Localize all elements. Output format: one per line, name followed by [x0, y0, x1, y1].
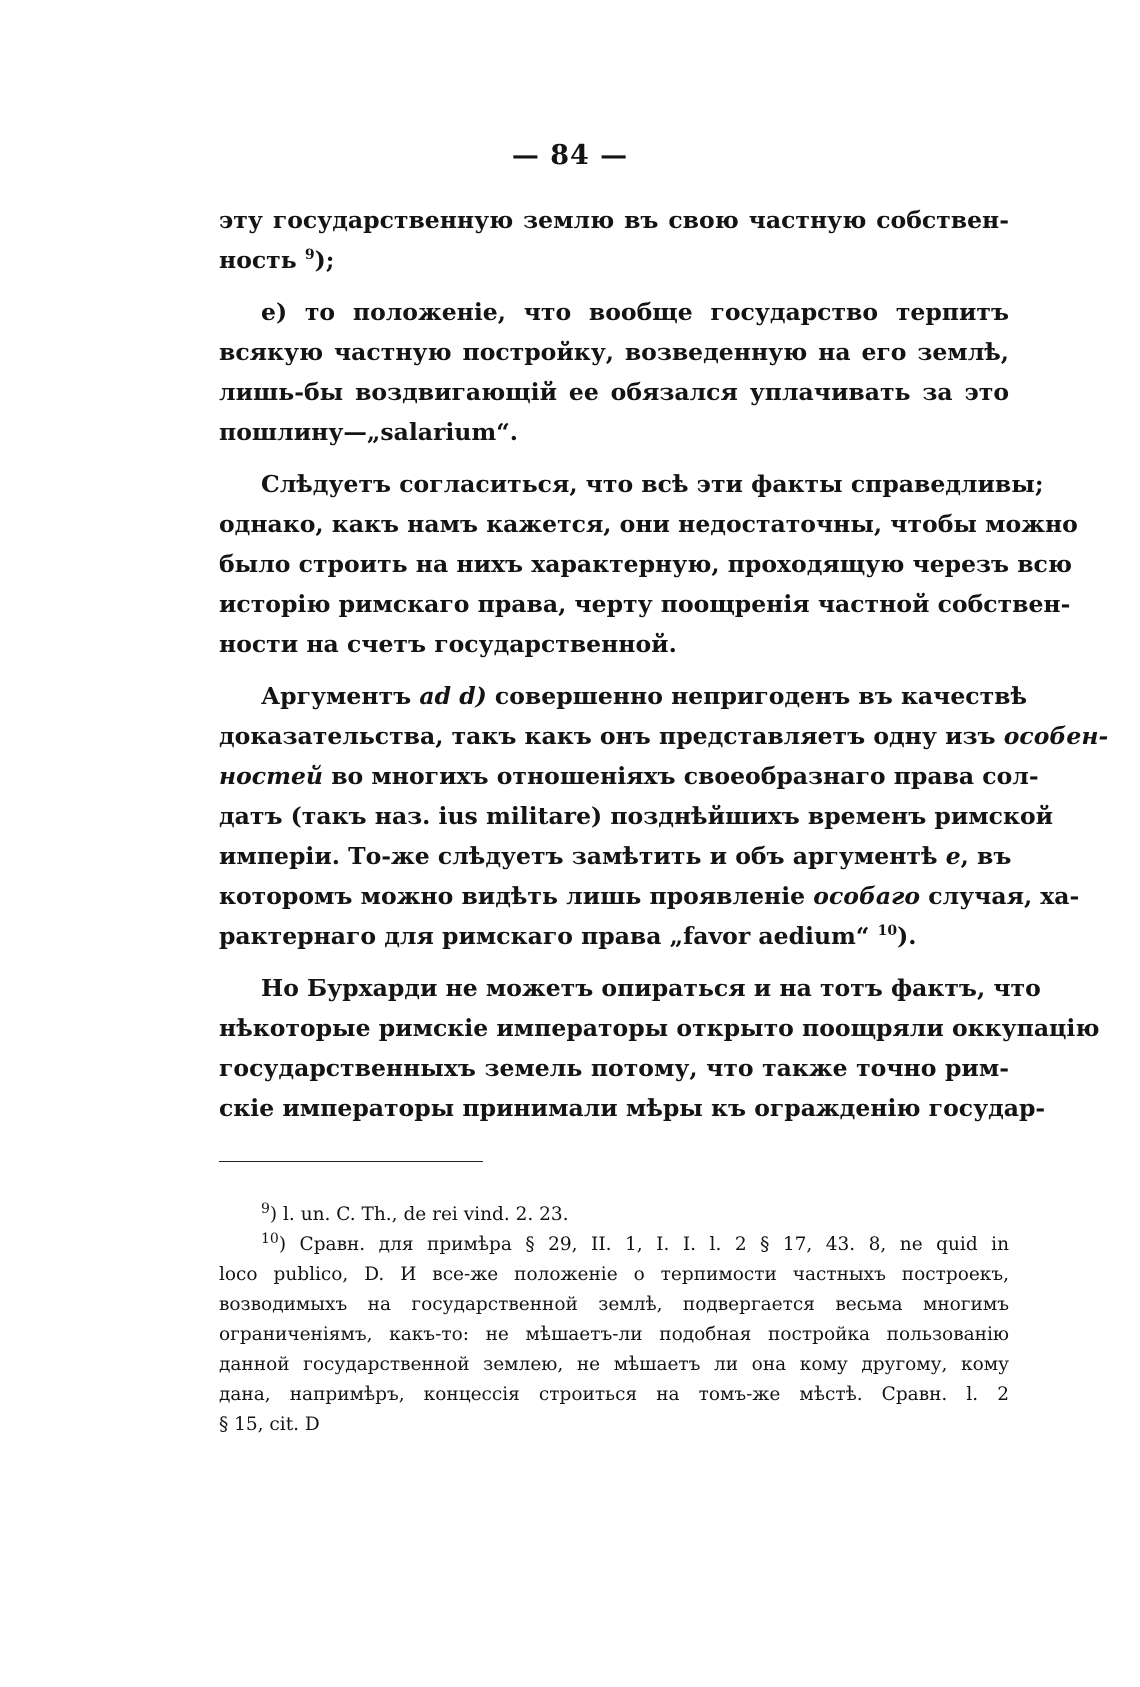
footnote-line: возводимыхъ на государственной землѣ, подвергается весьма многимъ [219, 1294, 1009, 1315]
text-line: исторію римскаго права, черту поощренія частной собствен- [219, 590, 1071, 618]
footnote-9: $^9$) l. un. C. Th., de rei vind. 2. 23. [261, 1200, 569, 1225]
footnote-10: $^{10}$) Сравн. для примѣра § 29, II. 1, I. I. l. 2 § 17, 43. 8, ne quid in [261, 1230, 1009, 1255]
footnote-line: § 15, cit. D [219, 1414, 320, 1435]
text-line: датъ (такъ наз. ius militare) позднѣйшихъ временъ римской [219, 802, 1054, 830]
footnote-line: данной государственной землею, не мѣшаетъ ли она кому другому, кому [219, 1354, 1009, 1375]
page-number: — 84 — [511, 140, 629, 171]
text-line: Аргументъ ad d) совершенно непригоденъ въ качествѣ [261, 682, 1028, 710]
text-line: пошлину—„salarium“. [219, 418, 518, 446]
text-line: ности на счетъ государственной. [219, 630, 677, 658]
text-line: лишь-бы воздвигающій ее обязался уплачивать за это [219, 378, 1009, 406]
text-line: было строить на нихъ характерную, проходящую черезъ всю [219, 550, 1072, 578]
footnote-line: ограниченіямъ, какъ-то: не мѣшаетъ-ли подобная постройка пользованію [219, 1324, 1009, 1345]
text-line: ность $^9$); [219, 246, 335, 274]
text-line: скіе императоры принимали мѣры къ огражденію государ- [219, 1094, 1046, 1122]
text-line: государственныхъ земель потому, что также точно рим- [219, 1054, 1009, 1082]
footnotes [219, 1200, 1009, 1440]
text-line: однако, какъ намъ кажется, они недостаточны, чтобы можно [219, 510, 1078, 538]
footnote-ref-10: 10 [877, 923, 898, 940]
text-line: Но Бурхарди не можетъ опираться и на тотъ фактъ, что [261, 974, 1041, 1002]
text-line: нѣкоторые римскіе императоры открыто поощряли оккупацію [219, 1014, 1100, 1042]
text-line: всякую частную постройку, возведенную на его землѣ, [219, 338, 1009, 366]
text-line: рактернаго для римскаго права „favor aedium“ $^{10}$). [219, 922, 917, 950]
text-line: доказательства, такъ какъ онъ представляетъ одну изъ особен- [219, 722, 1109, 750]
text-line: Слѣдуетъ согласиться, что всѣ эти факты справедливы; [261, 470, 1044, 498]
text-line: имперіи. То-же слѣдуетъ замѣтить и объ аргументѣ e, въ [219, 842, 1012, 870]
footnote-ref-9: 9 [304, 247, 315, 264]
text-line: эту государственную землю въ свою частную собствен- [219, 206, 1009, 234]
text-line: которомъ можно видѣть лишь проявленіе особаго случая, ха- [219, 882, 1080, 910]
footnote-line: loco publico, D. И все-же положеніе о терпимости частныхъ построекъ, [219, 1264, 1009, 1285]
text-line: e) то положеніе, что вообще государство терпитъ [261, 298, 1009, 326]
footnote-divider [219, 1161, 483, 1162]
footnote-line: дана, напримѣръ, концессія строиться на томъ-же мѣстѣ. Сравн. l. 2 [219, 1384, 1009, 1405]
text-line: ностей во многихъ отношеніяхъ своеобразнаго права сол- [219, 762, 1039, 790]
main-text [219, 200, 1109, 1128]
